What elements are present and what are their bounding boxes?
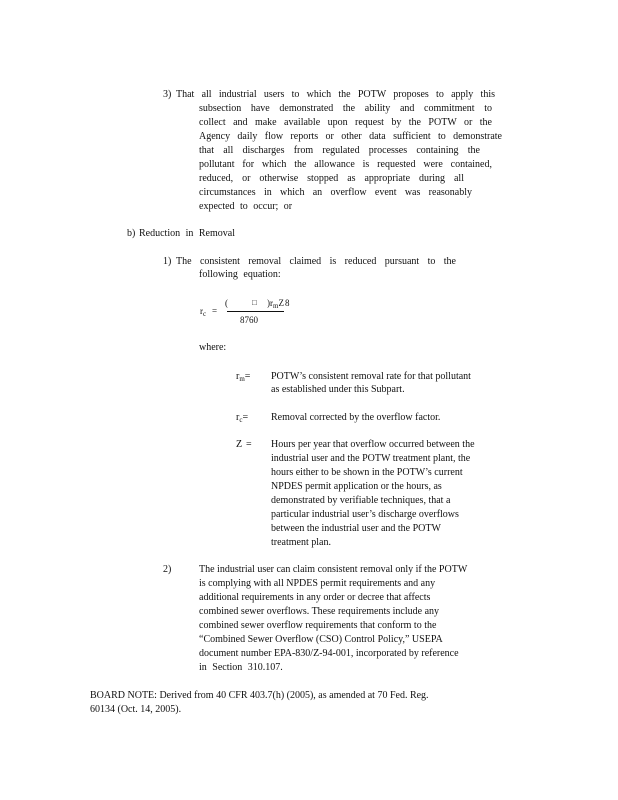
item-2-line-1: The industrial user can claim consistent removal only if the POTW <box>199 564 468 575</box>
definition-rm-subscript: m <box>239 375 245 383</box>
equation-close-paren-r: )r <box>267 298 273 308</box>
item-3-line-1: That all industrial users to which the POTW proposes to apply this <box>176 89 495 100</box>
definition-rc-symbol: r <box>236 412 240 423</box>
item-2-line-2: is complying with all NPDES permit requirements and any <box>199 578 436 589</box>
equation-r-subscript: m <box>273 302 279 310</box>
where-label: where: <box>199 342 227 353</box>
definition-rc-term <box>236 411 248 425</box>
item-1-line-1: The consistent removal claimed is reduced pursuant to the <box>176 256 456 267</box>
item-3-line-7: reduced, or otherwise stopped as appropriate during all <box>199 173 464 184</box>
item-3-number: 3) <box>163 89 172 100</box>
definition-z-line-6: particular industrial user’s discharge overflows <box>271 509 459 520</box>
item-2-line-5: combined sewer overflow requirements that conform to the <box>199 620 437 631</box>
definition-rm-symbol: r <box>236 371 240 382</box>
definition-rm-line-2: as established under this Subpart. <box>271 384 405 395</box>
equation-lhs-symbol: r <box>200 306 203 316</box>
definition-z-line-7: between the industrial user and the POTW <box>271 523 441 534</box>
equation-fraction-bar <box>227 311 284 312</box>
item-3-line-2: subsection have demonstrated the ability and commitment to <box>199 103 492 114</box>
definition-rm-line-1: POTW’s consistent removal rate for that pollutant <box>271 371 471 382</box>
definition-rc-sign: = <box>242 412 249 423</box>
item-3-line-6: pollutant for which the allowance is requested were contained, <box>199 159 492 170</box>
section-b-title: Reduction in Removal <box>139 228 235 239</box>
item-3-line-3: collect and make available upon request by the POTW or the <box>199 117 492 128</box>
item-3-line-9: expected to occur; or <box>199 201 293 212</box>
item-3-line-4: Agency daily flow reports or other data sufficient to demonstrate <box>199 131 502 142</box>
board-note-line-1: BOARD NOTE: Derived from 40 CFR 403.7(h) (2005), as amended at 70 Fed. Reg. <box>90 690 429 701</box>
equation-equals: = <box>212 306 218 316</box>
equation-z: Z <box>278 298 284 308</box>
item-2-line-3: additional requirements in any order or decree that affects <box>199 592 431 603</box>
item-2-line-4: combined sewer overflows. These requirements include any <box>199 606 440 617</box>
item-1-line-2: following equation: <box>199 269 281 280</box>
definition-rc-subscript: c <box>239 416 243 424</box>
equation-lhs-subscript: c <box>203 310 207 318</box>
item-3-line-8: circumstances in which an overflow event was reasonably <box>199 187 472 198</box>
section-b-label: b) <box>127 228 136 239</box>
item-3-line-5: that all discharges from regulated processes containing the <box>199 145 480 156</box>
item-2-number: 2) <box>163 564 172 575</box>
definition-z-symbol: Z <box>236 439 243 450</box>
item-1-number: 1) <box>163 256 172 267</box>
equation-open-paren: ( <box>225 298 228 308</box>
equation-numerator-tail <box>267 296 289 311</box>
definition-z-line-5: demonstrated by verifiable techniques, that a <box>271 495 451 506</box>
definition-z-line-4: NPDES permit application or the hours, as <box>271 481 442 492</box>
equation-lhs <box>200 304 206 319</box>
definition-z-line-1: Hours per year that overflow occurred between the <box>271 439 475 450</box>
item-2-line-6: “Combined Sewer Overflow (CSO) Control Policy,” USEPA <box>199 634 443 645</box>
equation-box: □ <box>252 298 257 307</box>
equation-numerator-number: 8 <box>284 298 290 308</box>
definition-z-line-8: treatment plan. <box>271 537 331 548</box>
board-note-line-2: 60134 (Oct. 14, 2005). <box>90 704 182 715</box>
item-2-line-7: document number EPA-830/Z-94-001, incorporated by reference <box>199 648 459 659</box>
definition-rc-line-1: Removal corrected by the overflow factor. <box>271 412 441 423</box>
definition-z-term <box>236 438 242 452</box>
definition-z-sign: = <box>246 439 252 450</box>
equation-denominator: 8760 <box>240 315 258 325</box>
item-2-line-8: in Section 310.107. <box>199 662 283 673</box>
definition-rm-sign: = <box>244 371 251 382</box>
definition-z-line-2: industrial user and the POTW treatment plant, the <box>271 453 471 464</box>
definition-rm-term <box>236 370 250 384</box>
definition-z-line-3: hours either to be shown in the POTW’s current <box>271 467 463 478</box>
